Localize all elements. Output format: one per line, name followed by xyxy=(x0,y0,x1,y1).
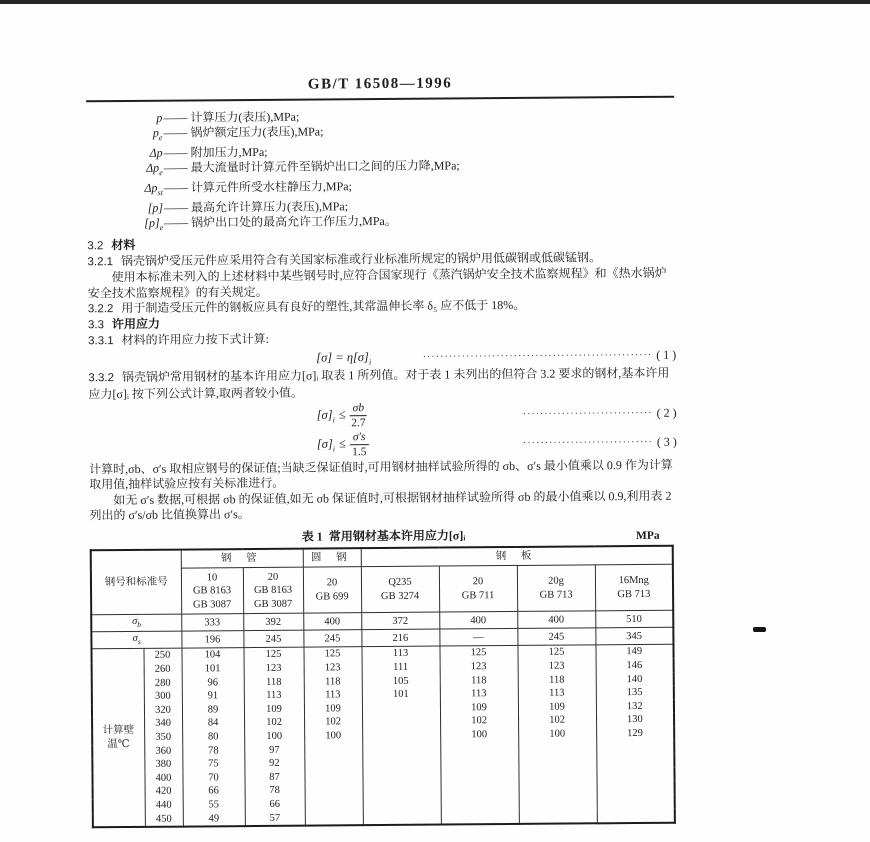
stress-value-cell: 392 xyxy=(243,613,303,631)
no-data-paragraph: 如无 σ′s 数据,可根据 σb 的保证值,如无 σb 保证值时,可根据钢材抽样试验所得 σb 的最小值乘以 0.9,利用表 2 列出的 σ′s/σb 比值换算出 σ′s。 xyxy=(89,488,672,523)
temperature-cell: 300 xyxy=(144,690,182,704)
stress-value-cell: 57 xyxy=(245,811,305,826)
relation-sign: ≤ xyxy=(338,436,346,451)
stress-value-cell: 245 xyxy=(243,630,303,648)
stress-value-cell: 109 xyxy=(244,702,304,716)
definition-dash: —— xyxy=(163,180,188,195)
temperature-cell: 380 xyxy=(144,758,182,772)
stress-value-cell xyxy=(596,754,674,768)
section-number: 3.3.2 xyxy=(88,372,114,385)
standard-number: GB 699 xyxy=(315,591,349,603)
definition-term xyxy=(100,111,162,127)
stress-value-cell: 333 xyxy=(181,614,243,632)
grade-name: 20g xyxy=(548,575,564,587)
stress-value-cell: 75 xyxy=(182,757,244,771)
definition-term xyxy=(100,126,162,146)
stress-value-cell xyxy=(304,770,362,784)
stress-value-cell xyxy=(305,797,363,811)
stress-value-cell: 123 xyxy=(440,660,518,674)
formula-expression: [σ] = η[σ] xyxy=(316,349,369,365)
fraction-numerator: σb xyxy=(350,402,368,416)
stress-value-cell: 113 xyxy=(304,688,362,702)
formula-3-body xyxy=(317,431,369,459)
stress-value-cell: 111 xyxy=(362,661,440,675)
definition-text: 最大流量时计算元件至锅炉出口之间的压力降,MPa; xyxy=(190,158,460,175)
section-number: 3.3.1 xyxy=(88,335,114,348)
table-head xyxy=(91,546,674,649)
formula-number: ( 2 ) xyxy=(656,405,677,420)
definition-dash: —— xyxy=(163,200,189,215)
section-3-2-1-continuation: 使用本标准未列入的上述材料中某些钢号时,应符合国家现行《蒸汽锅炉安全技术监察规程》和《热水锅炉安全技术监察规程》的有关规定。 xyxy=(87,265,667,300)
sigma-symbol xyxy=(132,616,142,630)
stress-value-cell xyxy=(362,715,440,729)
temperature-cell: 250 xyxy=(143,649,181,663)
symbol-base: σ xyxy=(132,633,138,645)
stress-value-cell: 109 xyxy=(518,700,596,714)
stress-value-cell: 118 xyxy=(440,674,518,688)
table-caption xyxy=(90,525,678,547)
standard-number: GB 713 xyxy=(539,589,573,601)
grade-cell xyxy=(181,568,243,614)
symbol-base: [p] xyxy=(147,200,164,215)
formula-1-body xyxy=(316,350,371,367)
standard-number: GB 3087 xyxy=(192,598,232,610)
dotted-leader: ······························ xyxy=(522,407,653,420)
standard-number: GB 8163 xyxy=(192,585,232,597)
stress-value-cell: 70 xyxy=(182,771,244,785)
stress-value-cell: 123 xyxy=(244,662,304,676)
grade-cell xyxy=(361,566,439,613)
stress-value-cell: 100 xyxy=(440,728,518,742)
stress-value-cell: 66 xyxy=(183,784,245,798)
stress-value-cell: 216 xyxy=(361,629,439,647)
stress-value-cell xyxy=(304,743,362,757)
fraction-denominator: 1.5 xyxy=(352,446,367,459)
stress-value-cell: 92 xyxy=(244,757,304,771)
stress-value-cell: 125 xyxy=(243,648,303,663)
table-group-header: 钢 板 xyxy=(361,546,673,567)
grade-name: 20 xyxy=(267,571,279,583)
definition-text: 计算压力(表压),MPa; xyxy=(190,109,300,125)
definition-text: 锅炉额定压力(表压),MPa; xyxy=(190,124,324,140)
stress-value-cell xyxy=(597,808,675,823)
stress-value-cell xyxy=(440,769,518,783)
stress-value-cell: 105 xyxy=(362,674,440,688)
sigma-symbol xyxy=(132,633,141,647)
stress-value-cell: 113 xyxy=(361,646,439,661)
section-number: 3.2.2 xyxy=(87,302,114,316)
stress-value-cell: 118 xyxy=(518,673,596,687)
formula-3 xyxy=(89,429,677,461)
section-3-3-1-paragraph xyxy=(88,329,676,350)
definition-term xyxy=(101,200,163,216)
section-text: 锅壳锅炉常用钢材的基本许用应力[σ]ᵢ 取表 1 所列值。对于表 1 未列出的但符合 3.2 要求的钢材,基本许用应力[σ]ᵢ 按下列公式计算,取两者较小值。 xyxy=(88,365,670,401)
stress-value-cell xyxy=(519,782,597,796)
stress-value-cell xyxy=(362,729,440,743)
stress-value-cell: 102 xyxy=(304,716,362,730)
grade-name: 20 xyxy=(472,576,484,588)
section-3-3-2-paragraph xyxy=(88,366,676,402)
stress-value-cell: 101 xyxy=(362,688,440,702)
stress-value-cell: 100 xyxy=(518,727,596,741)
stress-value-cell: 118 xyxy=(244,675,304,689)
symbol-subscript: s xyxy=(137,637,141,647)
stress-value-cell: 140 xyxy=(596,672,674,686)
stress-value-cell: 345 xyxy=(595,628,673,646)
stress-value-cell: 132 xyxy=(596,700,674,714)
stress-value-cell: 87 xyxy=(244,770,304,784)
section-text: 用于制造受压元件的钢板应具有良好的塑性,其常温伸长率 δ₅ 应不低于 18%。 xyxy=(121,297,526,315)
wall-temp-label: 计算壁温℃ xyxy=(91,649,144,828)
stress-value-cell xyxy=(597,781,675,795)
section-text: 锅壳锅炉受压元件应采用符合有关国家标准或行业标准所规定的锅炉用低碳钢或低碳锰钢。 xyxy=(120,250,602,268)
stress-value-cell: 372 xyxy=(361,612,439,630)
stress-value-cell: 125 xyxy=(439,646,517,661)
symbol-base: p xyxy=(152,126,159,141)
symbol-base: [p] xyxy=(144,215,160,230)
definition-dash: —— xyxy=(163,110,188,125)
stress-value-cell: 125 xyxy=(303,647,361,662)
formula-subscript: i xyxy=(332,444,336,454)
stress-value-cell xyxy=(362,769,440,783)
grade-name: 20 xyxy=(326,577,338,589)
stress-value-cell: 91 xyxy=(182,689,244,703)
table-body xyxy=(91,645,674,828)
table-caption-label: 表 1 xyxy=(301,529,323,544)
temperature-cell: 440 xyxy=(145,799,183,813)
temperature-cell: 400 xyxy=(144,771,182,785)
temperature-cell: 280 xyxy=(144,676,182,690)
temperature-cell: 350 xyxy=(144,731,182,745)
definitions-list xyxy=(100,107,675,236)
grade-cell xyxy=(439,566,517,613)
definition-item xyxy=(101,212,675,236)
stress-value-cell xyxy=(304,756,362,770)
section-title: 许用应力 xyxy=(111,316,161,332)
fraction xyxy=(350,402,368,429)
section-text: 材料的许用应力按下式计算: xyxy=(121,332,270,348)
definition-term xyxy=(101,146,163,162)
stress-value-cell: 101 xyxy=(182,662,244,676)
stress-value-cell: 102 xyxy=(518,714,596,728)
table-group-header: 圆 钢 xyxy=(303,548,361,567)
temperature-cell: 340 xyxy=(144,717,182,731)
stress-value-cell xyxy=(596,740,674,754)
stress-value-cell: 102 xyxy=(244,716,304,730)
stress-value-cell xyxy=(597,795,675,809)
stress-value-cell: 78 xyxy=(245,784,305,798)
stress-value-cell: 123 xyxy=(518,659,596,673)
stress-value-cell: 118 xyxy=(304,675,362,689)
stress-value-cell: 130 xyxy=(596,713,674,727)
stress-value-cell: 113 xyxy=(440,687,518,701)
stress-value-cell: — xyxy=(439,629,517,647)
stress-value-cell: 104 xyxy=(181,648,243,663)
scan-artifact-mark xyxy=(753,627,766,632)
symbol-base: σ xyxy=(132,616,138,628)
definition-dash: —— xyxy=(163,145,188,160)
standard-number: GB 8163 xyxy=(253,584,293,597)
stress-value-cell: 125 xyxy=(517,645,595,660)
sigma-label xyxy=(91,631,181,649)
stress-value-cell: 400 xyxy=(517,611,595,629)
stress-value-cell: 109 xyxy=(304,702,362,716)
allowable-stress-table xyxy=(90,545,676,828)
stress-value-cell: 84 xyxy=(182,716,244,730)
definition-text: 附加压力,MPa; xyxy=(190,144,268,160)
formula-subscript: i xyxy=(368,357,372,367)
stress-value-cell xyxy=(441,796,519,810)
temperature-cell: 320 xyxy=(144,703,182,717)
section-number: 3.3 xyxy=(87,319,104,332)
relation-sign: ≤ xyxy=(338,407,346,422)
stress-value-cell: 113 xyxy=(518,687,596,701)
stress-value-cell: 123 xyxy=(304,661,362,675)
sigma-label xyxy=(91,614,181,632)
standard-number: GB 3274 xyxy=(380,590,420,602)
temperature-cell: 420 xyxy=(145,785,183,799)
fraction xyxy=(350,431,369,458)
definition-text: 计算元件所受水柱静压力,MPa; xyxy=(190,179,352,195)
symbol-base: Δp xyxy=(149,145,163,160)
grade-name: Q235 xyxy=(388,577,412,589)
symbol-base: Δp xyxy=(144,180,158,195)
table-group-header: 钢 管 xyxy=(181,549,303,568)
stress-value-cell xyxy=(362,701,440,715)
stress-value-cell xyxy=(440,742,518,756)
symbol-base: p xyxy=(156,110,163,125)
stress-value-cell: 245 xyxy=(303,630,361,648)
stress-value-cell: 146 xyxy=(596,659,674,673)
symbol-subscript: e xyxy=(158,133,163,143)
grade-cell xyxy=(595,564,673,611)
grade-cell xyxy=(303,567,361,613)
section-number: 3.2 xyxy=(87,239,104,252)
stress-value-cell: 80 xyxy=(182,730,244,744)
dotted-leader: ····················································· xyxy=(422,350,653,364)
symbol-subscript: st xyxy=(157,188,163,198)
definition-text: 锅炉出口处的最高允许工作压力,MPa。 xyxy=(191,213,397,230)
stress-value-cell: 89 xyxy=(182,703,244,717)
stress-value-cell: 97 xyxy=(244,743,304,757)
standard-number: GB 711 xyxy=(461,589,495,602)
stress-value-cell: 129 xyxy=(596,727,674,741)
formula-subscript: i xyxy=(332,415,335,425)
stress-value-cell: 109 xyxy=(440,701,518,715)
stress-value-cell: 49 xyxy=(183,812,245,827)
stress-value-cell: 102 xyxy=(440,714,518,728)
stress-value-cell xyxy=(596,767,674,781)
grade-cell xyxy=(517,565,595,612)
stress-value-cell xyxy=(519,795,597,809)
stress-value-cell xyxy=(305,811,363,826)
grade-name: 10 xyxy=(206,571,218,583)
document-page xyxy=(86,74,680,829)
fraction-denominator: 2.7 xyxy=(351,416,366,430)
doc-number: GB/T 16508—1996 xyxy=(307,75,453,93)
table-corner-cell: 钢号和标准号 xyxy=(91,550,182,615)
stress-value-cell xyxy=(363,810,441,825)
scan-top-edge-line xyxy=(0,0,870,4)
symbol-subscript: e xyxy=(159,168,163,178)
stress-value-cell: 55 xyxy=(183,798,245,812)
stress-value-cell: 96 xyxy=(182,676,244,690)
definition-text: 最高允许计算压力(表压),MPa; xyxy=(190,198,349,215)
stress-value-cell xyxy=(362,742,440,756)
stress-value-cell xyxy=(440,755,518,769)
stress-value-cell: 510 xyxy=(595,610,673,628)
symbol-base: Δp xyxy=(146,161,160,176)
stress-value-cell xyxy=(305,784,363,798)
stress-value-cell: 78 xyxy=(182,744,244,758)
stress-value-cell xyxy=(518,755,596,769)
temperature-cell: 260 xyxy=(144,663,182,677)
stress-value-cell: 66 xyxy=(245,798,305,812)
table-caption-text xyxy=(90,525,678,547)
stress-value-cell: 113 xyxy=(244,689,304,703)
grade-cell xyxy=(243,567,303,613)
definition-dash: —— xyxy=(163,125,188,140)
definition-term xyxy=(101,161,163,181)
definition-term xyxy=(101,181,163,201)
formula-expression: [σ] xyxy=(316,407,333,422)
table-unit-label: MPa xyxy=(635,530,660,543)
stress-value-cell xyxy=(441,782,519,796)
dotted-leader: ······························ xyxy=(522,436,653,449)
stress-value-cell: 245 xyxy=(517,628,595,646)
fraction-numerator: σ′s xyxy=(350,431,369,445)
standard-number: GB 713 xyxy=(617,588,651,600)
standard-number: GB 3087 xyxy=(253,598,293,610)
stress-value-cell xyxy=(363,797,441,811)
symbol-subscript: e xyxy=(159,223,164,233)
formula-2-body xyxy=(317,402,368,430)
stress-value-cell: 149 xyxy=(595,645,673,660)
temperature-cell: 360 xyxy=(144,744,182,758)
temperature-cell: 450 xyxy=(145,812,183,827)
definition-dash: —— xyxy=(164,215,189,230)
stress-value-cell xyxy=(363,783,441,797)
doc-header xyxy=(86,74,674,103)
section-title: 材料 xyxy=(111,237,136,252)
formula-number: ( 3 ) xyxy=(656,434,677,449)
stress-value-cell xyxy=(518,741,596,755)
stress-value-cell xyxy=(441,809,519,824)
formula-2 xyxy=(89,399,677,431)
definition-term xyxy=(101,216,163,236)
formula-1 xyxy=(88,347,676,368)
stress-value-cell xyxy=(518,768,596,782)
symbol-subscript: b xyxy=(137,620,142,630)
table-caption-title: 常用钢材基本许用应力[σ]ᵢ xyxy=(328,528,466,544)
stress-value-cell: 100 xyxy=(244,730,304,744)
definition-dash: —— xyxy=(163,160,188,175)
formula-expression: [σ] xyxy=(316,436,333,451)
section-number: 3.2.1 xyxy=(87,256,114,269)
stress-value-cell: 400 xyxy=(439,612,517,630)
stress-value-cell: 400 xyxy=(303,613,361,631)
formula-number: ( 1 ) xyxy=(656,348,677,363)
stress-value-cell: 135 xyxy=(596,686,674,700)
stress-value-cell xyxy=(519,809,597,824)
stress-value-cell: 100 xyxy=(304,729,362,743)
calc-values-paragraph: 计算时,σb、σ′s 取相应钢号的保证值;当缺乏保证值时,可用钢材抽样试验所得的 σb、σ′s 最小值乘以 0.9 作为计算取用值,抽样试验应按有关标准进行。 xyxy=(89,457,673,492)
stress-value-cell: 196 xyxy=(181,631,243,649)
grade-name: 16Mng xyxy=(618,575,649,587)
stress-value-cell xyxy=(362,756,440,770)
